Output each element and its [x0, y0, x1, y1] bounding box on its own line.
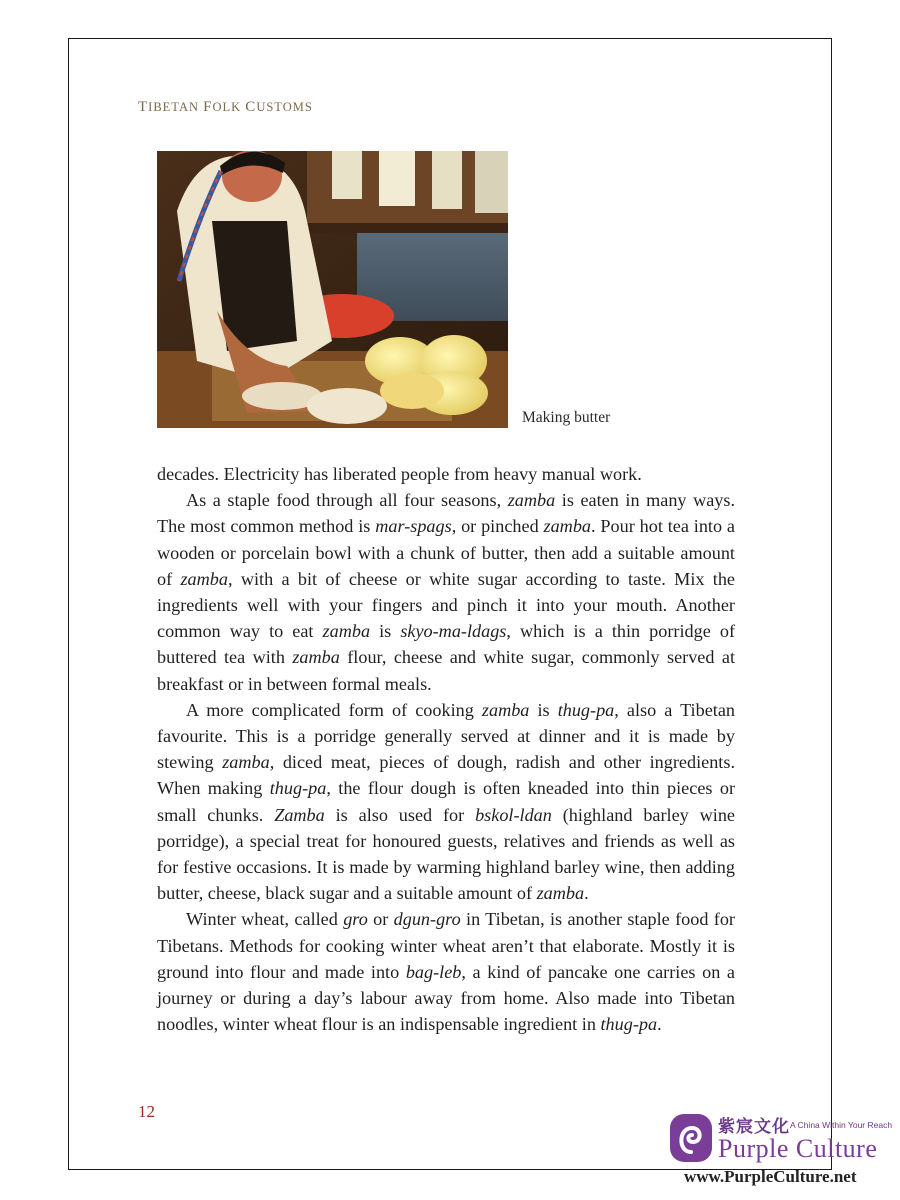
figure-caption: Making butter — [522, 409, 611, 426]
watermark-tagline: A China Within Your Reach — [790, 1120, 893, 1130]
swirl-logo-icon — [668, 1112, 714, 1166]
paragraph-1: decades. Electricity has liberated people from heavy manual work. — [157, 464, 642, 484]
watermark-chinese-text: 紫宸文化 — [718, 1117, 790, 1137]
paragraph-3: A more complicated form of cooking zamba is thug-pa, also a Tibetan favourite. This is a porridge generally served at dinner and it is made by stewing zamba, diced meat, pieces of dough, radish and other ingredients. When making thug-pa, the flour dough is often kneaded into thin pieces or small chunks. Zamba is also used for bskol-ldan (highland barley wine porridge), a special treat for honoured guests, relatives and friends as well as for festive occasions. It is made by warming highland barley wine, then adding butter, cheese, black sugar and a suitable amount of zamba. — [157, 699, 735, 904]
watermark-url[interactable]: www.PurpleCulture.net — [684, 1167, 857, 1186]
making-butter-photo — [157, 151, 508, 428]
photo-illustration — [157, 151, 508, 428]
running-head: TIBETAN FOLK CUSTOMS — [138, 99, 313, 115]
paragraph-2: As a staple food through all four seasons, zamba is eaten in many ways. The most common method is mar-spags, or pinched zamba. Pour hot tea into a wooden or porcelain bowl with a chunk of butter, then add a suitable amount of zamba, with a bit of cheese or white sugar according to taste. Mix the ingredients well with your fingers and pinch it into your mouth. Another common way to eat zamba is skyo-ma-ldags, which is a thin porridge of buttered tea with zamba flour, cheese and white sugar, commonly served at breakfast or in between formal meals. — [157, 490, 736, 694]
watermark-brand: Purple Culture — [718, 1134, 878, 1163]
paragraph-4: Winter wheat, called gro or dgun-gro in Tibetan, is another staple food for Tibetans. Methods for cooking winter wheat aren’t that elaborate. Mostly it is ground into flour and made into bag-leb, a kind of pancake one carries on a journey or during a day’s labour away from home. Also made into Tibetan noodles, winter wheat flour is an indispensable ingredient in thug-pa. — [157, 909, 735, 1035]
purple-culture-watermark[interactable] — [668, 1110, 894, 1192]
body-text — [157, 461, 735, 1037]
page-number: 12 — [138, 1102, 155, 1121]
